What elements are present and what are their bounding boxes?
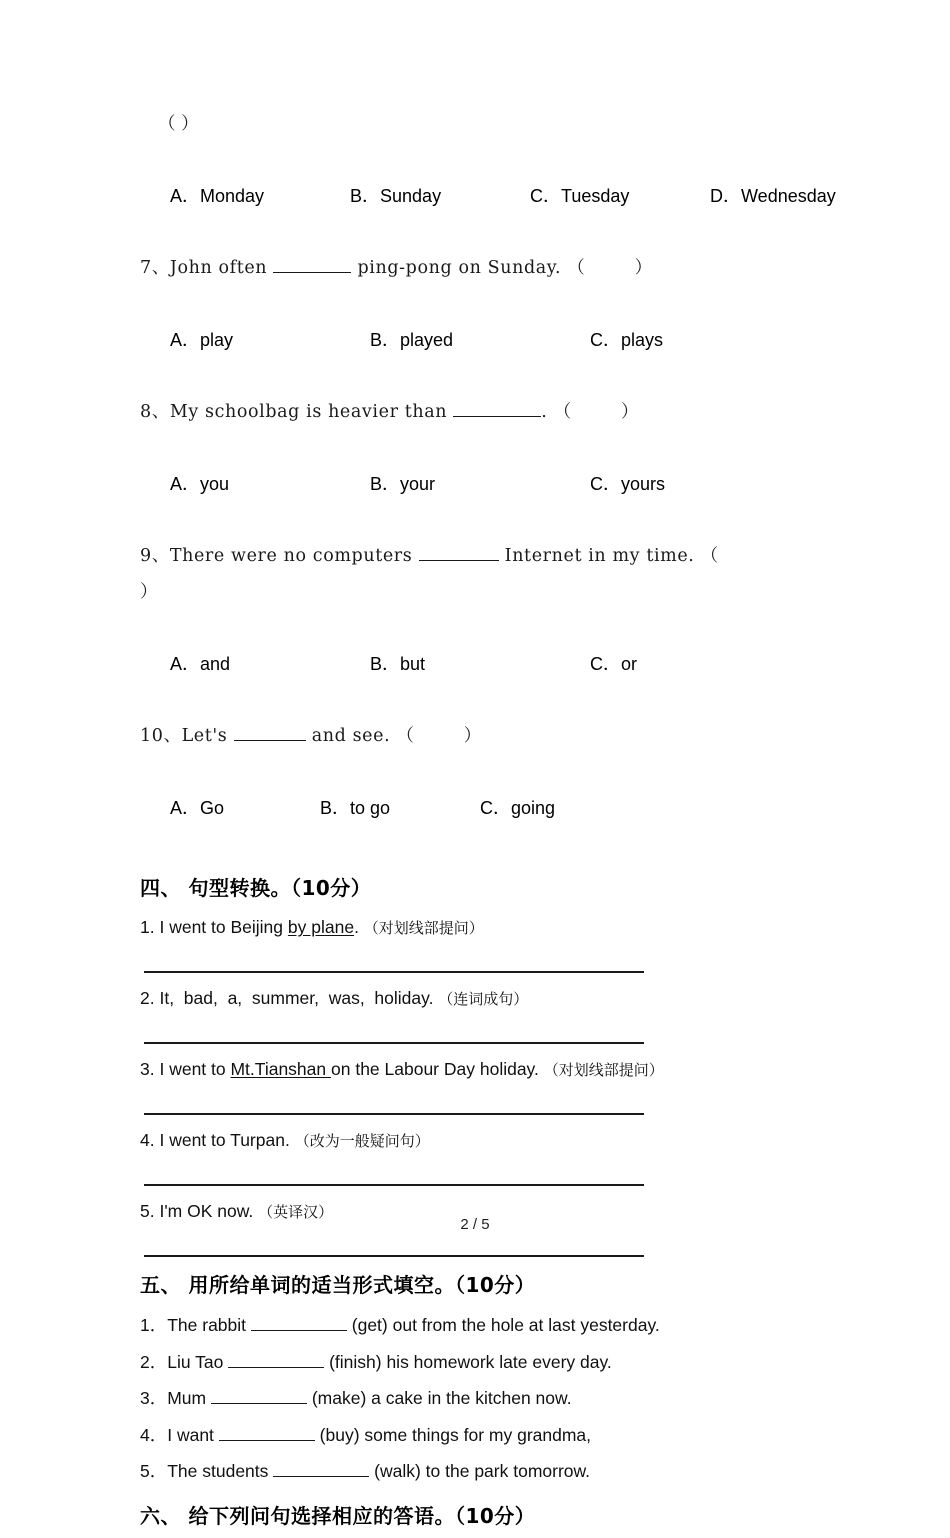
item-text-pre: It, bad, a, summer, was, holiday.: [154, 988, 439, 1008]
item-hint: （连词成句）: [438, 990, 529, 1008]
question-10-stem: [140, 718, 820, 754]
item-text-post: (get) out from the hole at last yesterday.: [346, 1315, 660, 1335]
question-9-stem: [140, 538, 820, 574]
option-c[interactable]: C．or: [590, 654, 638, 674]
section-five-item-4: [140, 1417, 820, 1454]
question-8-stem: [140, 394, 820, 430]
page-footer: [0, 1216, 950, 1233]
section-four-item-3: [140, 1052, 820, 1087]
question-7-blank[interactable]: [273, 272, 351, 273]
item-text-post: (finish) his homework late every day.: [324, 1351, 612, 1372]
item-text-post: (walk) to the park tomorrow.: [369, 1461, 591, 1481]
section-five-item-2: [140, 1344, 820, 1381]
item-number: 2.: [140, 988, 155, 1008]
option-b[interactable]: B．Sunday: [350, 186, 442, 206]
section-four-item-2: [140, 981, 820, 1016]
question-9-blank[interactable]: [419, 560, 499, 561]
option-c[interactable]: C．going: [480, 798, 556, 818]
option-b[interactable]: B．to go: [320, 798, 391, 818]
question-10-options: [140, 754, 820, 862]
question-9-stem-post: Internet in my time. （: [498, 546, 719, 566]
section-four-heading: 四、 句型转换。（10分）: [140, 876, 372, 900]
item-text-post: (buy) some things for my grandma,: [314, 1424, 592, 1445]
fill-blank[interactable]: [228, 1367, 324, 1368]
question-9-stem-pre: 9、There were no computers: [140, 546, 419, 566]
item-text-pre: I went to: [154, 1059, 231, 1079]
item-underlined: Mt.Tianshan: [230, 1059, 331, 1079]
page-content: [140, 106, 836, 1538]
question-7-stem-post: ping-pong on Sunday. （ ）: [351, 258, 653, 278]
item-number: 5.: [140, 1201, 155, 1221]
answer-rule-4[interactable]: [144, 1184, 644, 1186]
question-8-stem-post: . （ ）: [541, 402, 640, 422]
question-7-stem: [140, 250, 820, 286]
item-number: 3.: [140, 1059, 155, 1079]
question-6-options: [140, 142, 836, 250]
answer-rule-5[interactable]: [144, 1255, 644, 1257]
option-a[interactable]: A．and: [170, 654, 231, 674]
option-a[interactable]: A．Go: [170, 798, 225, 818]
answer-rule-1[interactable]: [144, 971, 644, 973]
item-text-post: .: [354, 917, 364, 937]
option-b[interactable]: B．your: [370, 474, 436, 494]
section-five-heading: 五、 用所给单词的适当形式填空。（10分）: [140, 1273, 536, 1297]
question-10-stem-post: and see. （ ）: [305, 726, 482, 746]
section-four-item-1: [140, 910, 820, 945]
option-b[interactable]: B．played: [370, 330, 454, 350]
section-five-item-5: [140, 1453, 820, 1490]
answer-rule-2[interactable]: [144, 1042, 644, 1044]
option-c[interactable]: C．Tuesday: [530, 186, 630, 206]
question-7-stem-pre: 7、John often: [140, 258, 274, 278]
fill-blank[interactable]: [219, 1440, 315, 1441]
option-a[interactable]: A．you: [170, 474, 230, 494]
item-text-pre: I'm OK now.: [154, 1201, 259, 1221]
option-b[interactable]: B．but: [370, 654, 426, 674]
option-c[interactable]: C．yours: [590, 474, 666, 494]
option-c[interactable]: C．plays: [590, 330, 664, 350]
question-7-options: [140, 286, 820, 394]
answer-rule-3[interactable]: [144, 1113, 644, 1115]
item-text-pre: I went to Turpan.: [154, 1130, 295, 1150]
item-hint: （改为一般疑问句）: [294, 1132, 430, 1150]
item-hint: （对划线部提问）: [363, 919, 484, 937]
question-8-blank[interactable]: [453, 416, 541, 417]
item-text-pre: 1．The rabbit: [140, 1315, 251, 1335]
fill-blank[interactable]: [273, 1476, 369, 1477]
item-text-pre: 4．I want: [140, 1424, 219, 1445]
section-five-item-3: [140, 1380, 820, 1417]
option-a[interactable]: A．Monday: [170, 186, 265, 206]
item-text-pre: 2．Liu Tao: [140, 1351, 229, 1372]
option-a[interactable]: A．play: [170, 330, 234, 350]
item-text-pre: 3．Mum: [140, 1388, 211, 1408]
question-9-options: [140, 610, 820, 718]
item-text-pre: I went to Beijing: [154, 917, 288, 937]
section-four-item-4: [140, 1123, 820, 1158]
question-10-stem-pre: 10、Let's: [140, 726, 234, 746]
option-d[interactable]: D．Wednesday: [710, 186, 836, 206]
section-five-item-1: [140, 1307, 820, 1344]
question-9-stem-wrap: ）: [140, 582, 159, 602]
page-number: 2 / 5: [460, 1216, 490, 1233]
item-text-pre: 5．The students: [140, 1461, 274, 1481]
question-8-options: [140, 430, 820, 538]
item-hint: （英译汉）: [258, 1203, 334, 1221]
fill-blank[interactable]: [211, 1403, 307, 1404]
question-6-answer-paren: （ ）: [158, 114, 199, 134]
item-hint: （对划线部提问）: [543, 1061, 664, 1079]
item-number: 1.: [140, 917, 155, 937]
fill-blank[interactable]: [251, 1330, 347, 1331]
item-text-post: on the Labour Day holiday.: [331, 1059, 544, 1079]
item-text-post: (make) a cake in the kitchen now.: [306, 1388, 572, 1408]
question-8-stem-pre: 8、My schoolbag is heavier than: [140, 402, 454, 422]
question-10-blank[interactable]: [234, 740, 306, 741]
section-six-heading: 六、 给下列问句选择相应的答语。（10分）: [140, 1503, 536, 1528]
item-number: 4.: [140, 1130, 155, 1150]
item-underlined: by plane: [287, 917, 355, 937]
